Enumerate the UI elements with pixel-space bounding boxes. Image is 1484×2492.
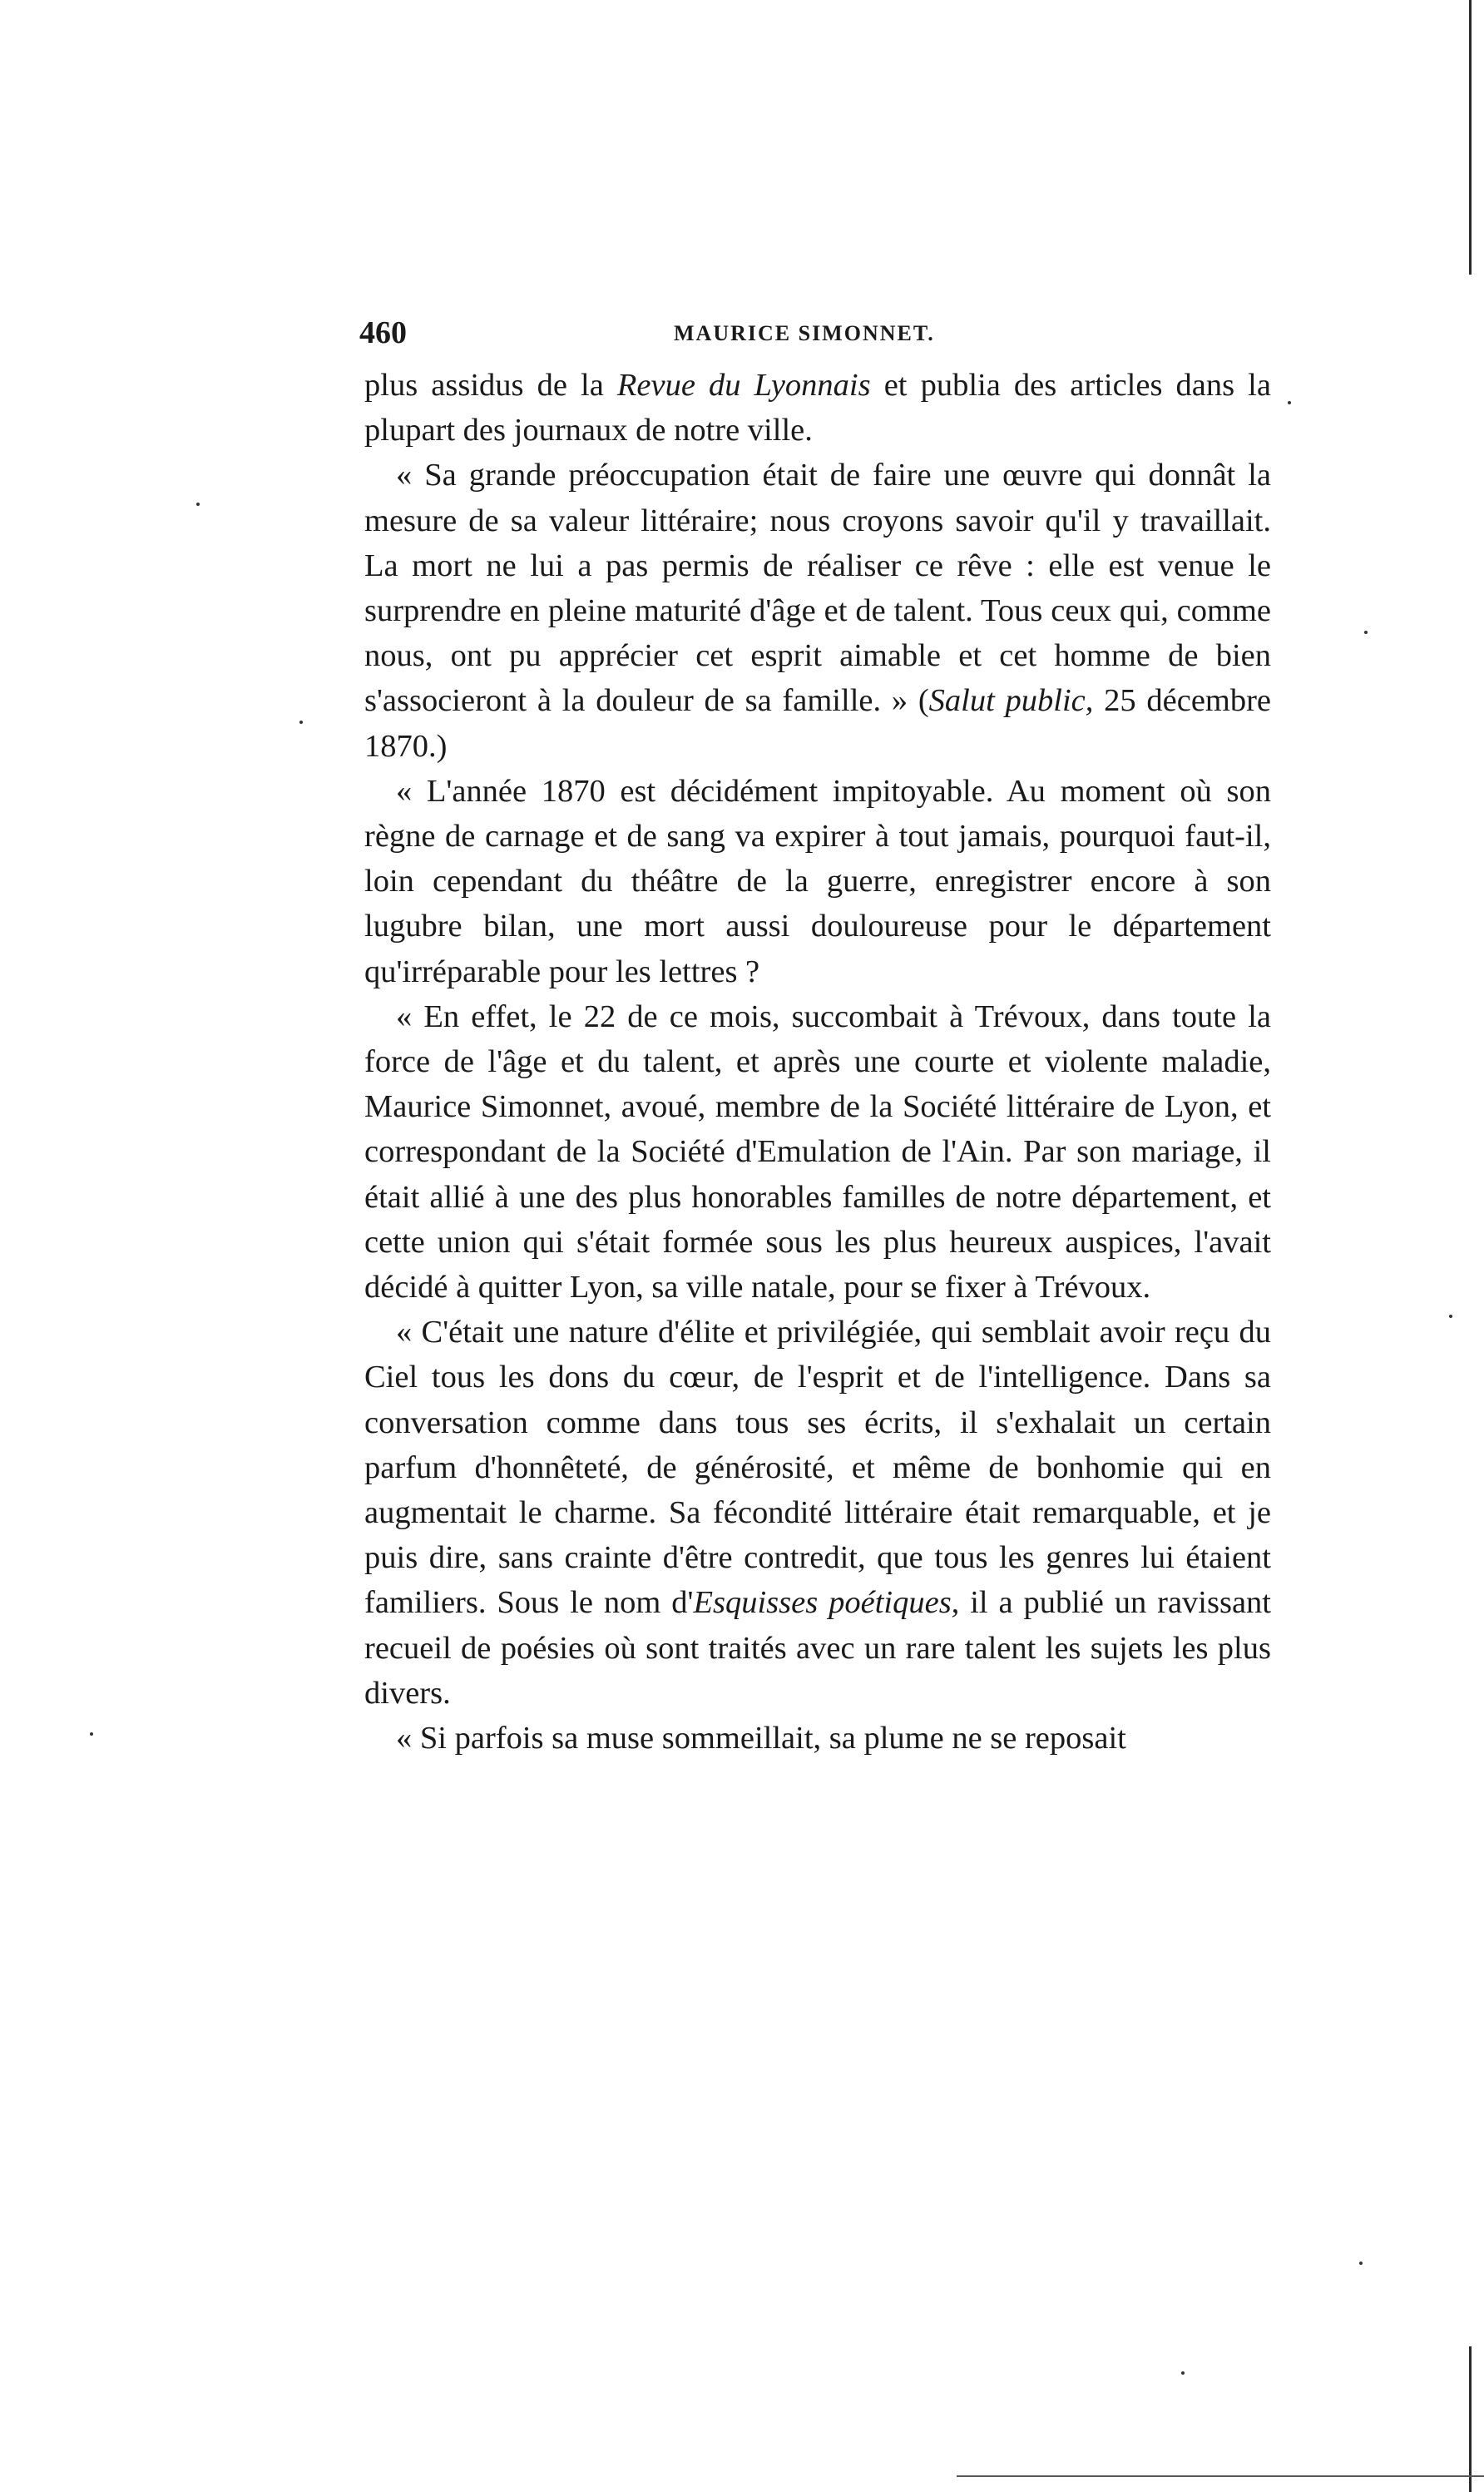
scan-speck	[1364, 631, 1368, 634]
text-run: « Sa grande préoccupation était de faire une œuvre qui donnât la mesure de sa valeur littéraire; nous croyons savoir qu'il y travaillait. La mort ne lui a pas permis de réaliser ce rêve : elle est venue le surprendre en pleine maturité d'âge et de talent. Tous ceux qui, comme nous, ont pu apprécier cet esprit aimable et cet homme de bien s'associeront à la douleur de sa famille. » (	[364, 458, 1271, 719]
text-run: « L'année 1870 est décidément impitoyable. Au moment où son règne de carnage et de sang va expirer à tout jamais, pourquoi faut-il, loin cependant du théâtre de la guerre, enregistrer encore à son lugubre bilan, une mort aussi douloureuse pour le département qu'irréparable pour les lettres ?	[364, 773, 1271, 989]
text-run: il a publié un ravissant recueil de poésies où sont traités avec un rare talent les sujets les plus divers.	[364, 1585, 1271, 1711]
paragraph	[364, 1716, 1271, 1761]
scan-speck	[1288, 401, 1291, 404]
italic-text: Revue du Lyonnais	[616, 368, 871, 403]
italic-text: Esquisses poétiques,	[693, 1585, 960, 1621]
scan-speck	[1181, 2371, 1185, 2375]
paragraph	[364, 769, 1271, 994]
text-run: et publia des articles dans la plupart des journaux de notre ville.	[364, 368, 1271, 448]
page-header	[359, 315, 1266, 356]
running-head: MAURICE SIMONNET.	[674, 321, 935, 345]
paragraph	[364, 1310, 1271, 1716]
scan-speck	[196, 503, 200, 506]
scan-speck	[1449, 1315, 1452, 1318]
scan-edge-line-bottom	[1469, 2346, 1472, 2492]
text-run: « C'était une nature d'élite et privilégiée, qui semblait avoir reçu du Ciel tous les dons du cœur, de l'esprit et de l'intelligence. Dans sa conversation comme dans tous ses écrits, il s'exhalait un certain parfum d'honnêteté, de générosité, et même de bonhomie qui en augmentait le charme. Sa fécondité littéraire était remarquable, et je puis dire, sans crainte d'être contredit, que tous les genres lui étaient familiers. Sous le nom d'	[364, 1315, 1271, 1621]
scan-speck	[299, 721, 303, 724]
scan-edge-line-top	[1469, 0, 1472, 275]
scan-bottom-line	[957, 2475, 1484, 2477]
text-run: « En effet, le 22 de ce mois, succombait à Trévoux, dans toute la force de l'âge et du talent, et après une courte et violente maladie, Maurice Simonnet, avoué, membre de la Société littéraire de Lyon, et correspondant de la Société d'Emulation de l'Ain. Par son mariage, il était allié à une des plus honorables familles de notre département, et cette union qui s'était formée sous les plus heureux auspices, l'avait décidé à quitter Lyon, sa ville natale, pour se fixer à Trévoux.	[364, 998, 1271, 1305]
italic-text: Salut public,	[928, 683, 1094, 719]
paragraph	[364, 363, 1271, 453]
text-run: 25 décembre 1870.)	[364, 683, 1272, 764]
scan-speck	[1359, 2262, 1363, 2265]
page-number: 460	[359, 315, 407, 350]
paragraph	[364, 453, 1271, 768]
text-run: plus assidus de la	[364, 368, 617, 403]
scan-speck	[90, 1732, 93, 1736]
body-text	[364, 363, 1271, 1761]
paragraph	[364, 994, 1271, 1310]
text-run: « Si parfois sa muse sommeillait, sa plume ne se reposait	[396, 1721, 1126, 1756]
